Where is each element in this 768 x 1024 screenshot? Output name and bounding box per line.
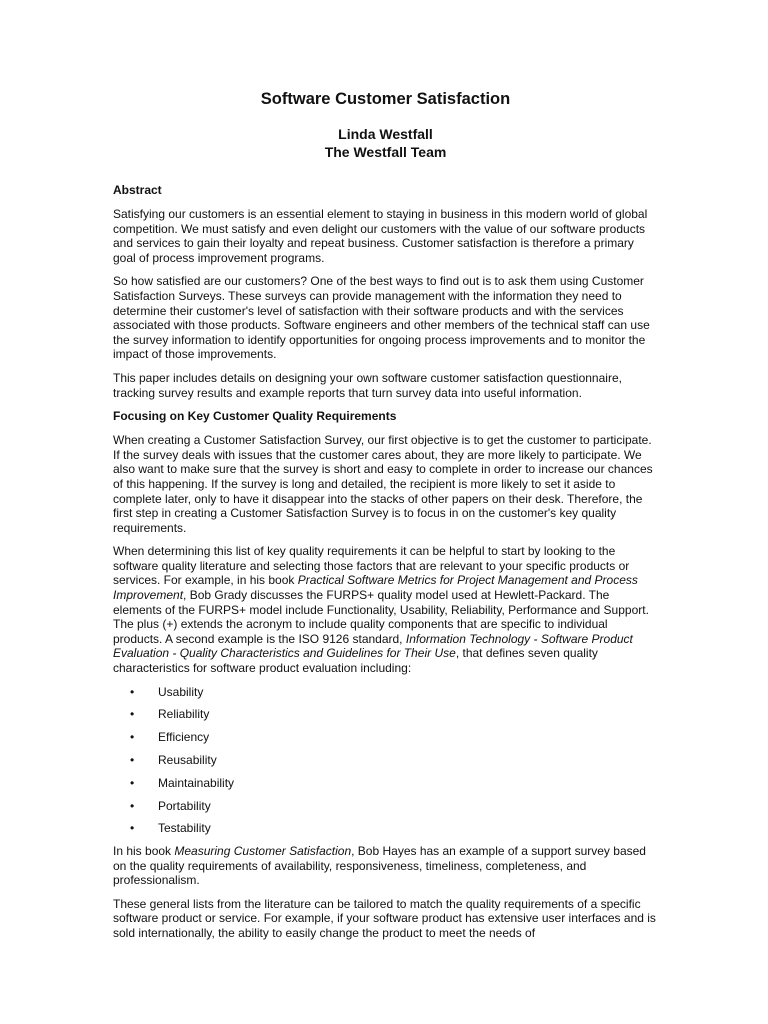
list-item — [113, 730, 658, 745]
list-item-label: Testability — [158, 821, 211, 836]
list-item — [113, 776, 658, 791]
document-title: Software Customer Satisfaction — [260, 90, 511, 108]
list-item-label: Usability — [158, 684, 204, 699]
bullet-icon: • — [130, 775, 135, 790]
book-title-iso9126: Information Technology - Software Product Evaluation - Quality Characteristics and Guidelines for Their Use — [113, 631, 633, 661]
bullet-icon: • — [130, 707, 135, 722]
document-page — [113, 88, 658, 950]
bullet-icon: • — [130, 752, 135, 767]
focus-paragraph-2 — [113, 544, 658, 675]
focus-section-heading: Focusing on Key Customer Quality Requirements — [113, 409, 397, 424]
book-title-grady: Practical Software Metrics for Project Management and Process Improvement — [113, 573, 638, 603]
bullet-icon: • — [130, 730, 135, 745]
abstract-paragraph-1: Satisfying our customers is an essential element to staying in business in this modern world of global competition. We must satisfy and even delight our customers with the value of our software products and services to gain their loyalty and repeat business. Customer satisfaction is therefore a primary goal of process improvement programs. — [113, 207, 648, 265]
list-item — [113, 799, 658, 814]
paragraph-text: , Bob Grady discusses the FURPS+ quality model used at Hewlett-Packard. The elements of the FURPS+ model include Functionality, Usability, Reliability, Performance and Support. The plus (+) extends the acronym to include quality components that are specific to individual products. A second example is the ISO 9126 standard, — [113, 588, 649, 646]
paragraph-text: , Bob Hayes has an example of a support survey based on the quality requirements of availability, responsiveness, timeliness, completeness, and professionalism. — [113, 844, 646, 888]
book-title-hayes: Measuring Customer Satisfaction — [174, 844, 352, 859]
focus-paragraph-3 — [113, 844, 658, 888]
paragraph-text: , that defines seven quality characteristics for software product evaluation including: — [113, 646, 598, 676]
list-item-label: Maintainability — [158, 775, 235, 790]
quality-characteristics-list — [113, 685, 658, 836]
paragraph-text: When determining this list of key quality requirements it can be helpful to start by looking to the software quality literature and selecting those factors that are relevant to your specific products or services. For example, in his book — [113, 544, 630, 588]
bullet-icon: • — [130, 684, 135, 699]
author-block — [113, 125, 658, 161]
list-item — [113, 753, 658, 768]
list-item-label: Efficiency — [158, 730, 210, 745]
list-item-label: Reliability — [158, 707, 210, 722]
author-organization: The Westfall Team — [324, 144, 447, 160]
list-item — [113, 707, 658, 722]
abstract-paragraph-2: So how satisfied are our customers? One of the best ways to find out is to ask them using Customer Satisfaction Surveys. These surveys can provide management with the information they need to determine their customer's level of satisfaction with their software products and with the services associated with those products. Software engineers and other members of the technical staff can use the survey information to identify opportunities for ongoing process improvements and to monitor the impact of those improvements. — [113, 274, 650, 362]
bullet-icon: • — [130, 798, 135, 813]
list-item — [113, 821, 658, 836]
bullet-icon: • — [130, 821, 135, 836]
list-item-label: Portability — [158, 798, 211, 813]
list-item — [113, 685, 658, 700]
list-item-label: Reusability — [158, 752, 217, 767]
focus-paragraph-4: These general lists from the literature can be tailored to match the quality requirements of a specific software product or service. For example, if your software product has extensive user interfaces and is sold internationally, the ability to easily change the product to meet the needs of — [113, 896, 656, 941]
abstract-paragraph-3: This paper includes details on designing your own software customer satisfaction questionnaire, tracking survey results and example reports that turn survey data into useful information. — [113, 370, 622, 400]
abstract-heading: Abstract — [113, 183, 162, 197]
author-name: Linda Westfall — [338, 126, 433, 142]
focus-paragraph-1: When creating a Customer Satisfaction Survey, our first objective is to get the customer to participate. If the survey deals with issues that the customer cares about, they are more likely to participate. We also want to make sure that the survey is short and easy to complete in order to increase our chances of this happening. If the survey is long and detailed, the recipient is more likely to set it aside to complete later, only to have it disappear into the stacks of other papers on their desk. Therefore, the first step in creating a Customer Satisfaction Survey is to focus in on the customer's key quality requirements. — [113, 433, 653, 535]
paragraph-text: In his book — [113, 844, 175, 859]
